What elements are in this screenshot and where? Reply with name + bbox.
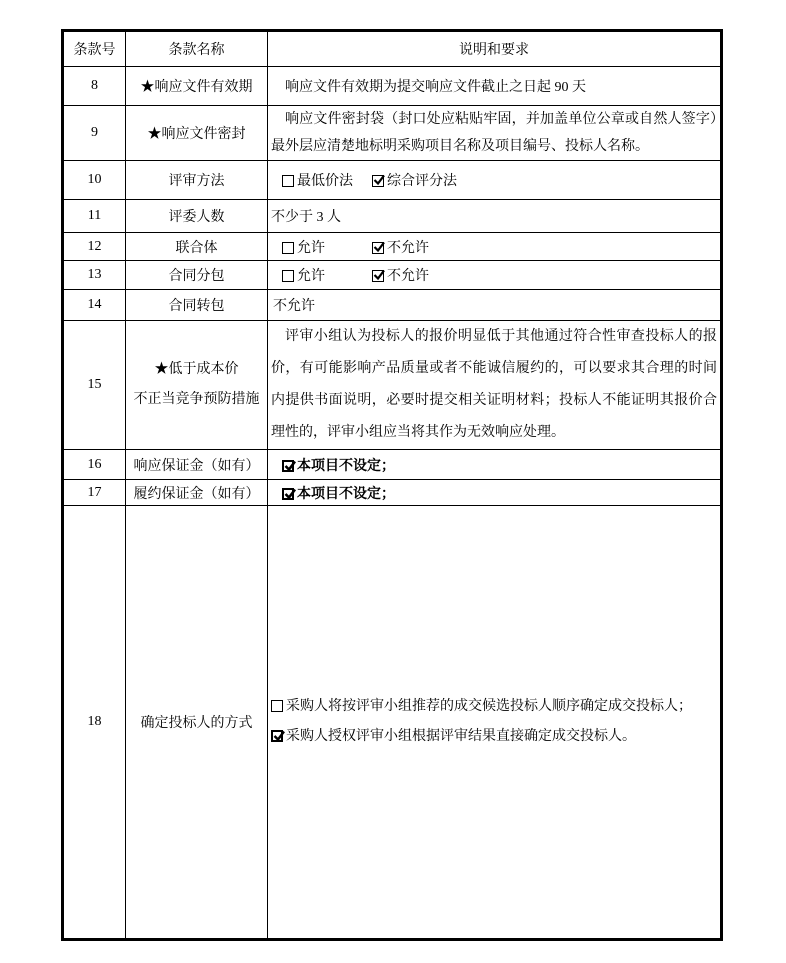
clause-table [61,29,723,941]
header-clause-no: 条款号 [63,31,126,67]
description-cell: 响应文件有效期为提交响应文件截止之日起 90 天 [268,67,722,106]
option-checked [372,174,457,189]
table-row [63,106,722,161]
description-cell [268,161,722,200]
checkbox-checked-icon [282,460,294,472]
clause-name-cell: ★响应文件密封 [126,106,268,161]
description-cell [268,506,722,940]
table-row [63,480,722,506]
table-row [63,67,722,106]
checkbox-unchecked-icon [271,700,283,712]
description-paragraph: 响应文件密封袋（封口处应粘贴牢固，并加盖单位公章或自然人签字）最外层应清楚地标明采购项目名称及项目编号、投标人名称。 [271,112,717,154]
table-row [63,261,722,290]
option-label: 本项目不设定； [297,458,395,474]
table-row [63,321,722,450]
checkbox-unchecked-icon [282,175,294,187]
option-label: 允许 [297,240,325,256]
description-cell [268,450,722,480]
checkbox-checked-icon [282,488,294,500]
clause-no-cell: 10 [63,161,126,200]
checkbox-checked-icon [372,242,384,254]
header-description: 说明和要求 [268,31,722,67]
table-row [63,290,722,321]
option-unchecked [282,237,372,257]
clause-name-cell [126,321,268,450]
clause-name-cell: 评审方法 [126,161,268,200]
clause-no-cell: 12 [63,233,126,261]
description-cell [268,321,722,450]
option-label: 允许 [297,269,325,284]
clause-no-cell: 8 [63,67,126,106]
clause-no-cell: 16 [63,450,126,480]
option-unchecked [271,692,717,722]
checkbox-unchecked-icon [282,270,294,282]
clause-no-cell: 15 [63,321,126,450]
clause-name-cell: ★响应文件有效期 [126,67,268,106]
checkbox-checked-icon [372,175,384,187]
option-label: 本项目不设定； [297,486,395,502]
clause-name-line1: ★低于成本价 [154,362,239,377]
option-unchecked [282,265,372,285]
clause-name-cell: 合同分包 [126,261,268,290]
option-label: 采购人将按评审小组推荐的成交候选投标人顺序确定成交投标人； [286,699,692,714]
clause-no-cell: 14 [63,290,126,321]
clause-name-cell: 合同转包 [126,290,268,321]
description-cell [268,233,722,261]
clause-no-cell: 9 [63,106,126,161]
clause-name-cell: 联合体 [126,233,268,261]
description-paragraph: 评审小组认为投标人的报价明显低于其他通过符合性审查投标人的报价，有可能影响产品质量或者不能诚信履约的，可以要求其合理的时间内提供书面说明，必要时提交相关证明材料；投标人不能证明其报价合理性的，评审小组应当将其作为无效响应处理。 [271,329,717,440]
table-row [63,506,722,940]
table-row [63,233,722,261]
table-header-row [63,31,722,67]
clause-name-cell: 响应保证金（如有） [126,450,268,480]
checkbox-unchecked-icon [282,242,294,254]
description-cell: 不允许 [268,290,722,321]
clause-name-cell: 履约保证金（如有） [126,480,268,506]
clause-name-cell: 评委人数 [126,200,268,233]
option-unchecked [282,170,372,190]
clause-no-cell: 18 [63,506,126,940]
header-clause-name: 条款名称 [126,31,268,67]
clause-no-cell: 11 [63,200,126,233]
description-cell [268,106,722,161]
option-label: 采购人授权评审小组根据评审结果直接确定成交投标人。 [286,729,636,744]
option-label: 最低价法 [297,174,353,189]
table-row [63,161,722,200]
option-checked [372,269,429,284]
clause-no-cell: 17 [63,480,126,506]
table-row [63,200,722,233]
clause-name-cell: 确定投标人的方式 [126,506,268,940]
clause-no-cell: 13 [63,261,126,290]
option-checked [271,722,717,752]
option-label: 不允许 [387,269,429,284]
option-label: 不允许 [387,240,429,256]
table-row [63,450,722,480]
option-checked [372,241,429,256]
description-cell [268,261,722,290]
description-cell: 不少于 3 人 [268,200,722,233]
clause-name-line2: 不正当竞争预防措施 [133,392,260,407]
checkbox-checked-icon [271,730,283,742]
checkbox-checked-icon [372,270,384,282]
description-cell [268,480,722,506]
option-label: 综合评分法 [387,174,457,189]
